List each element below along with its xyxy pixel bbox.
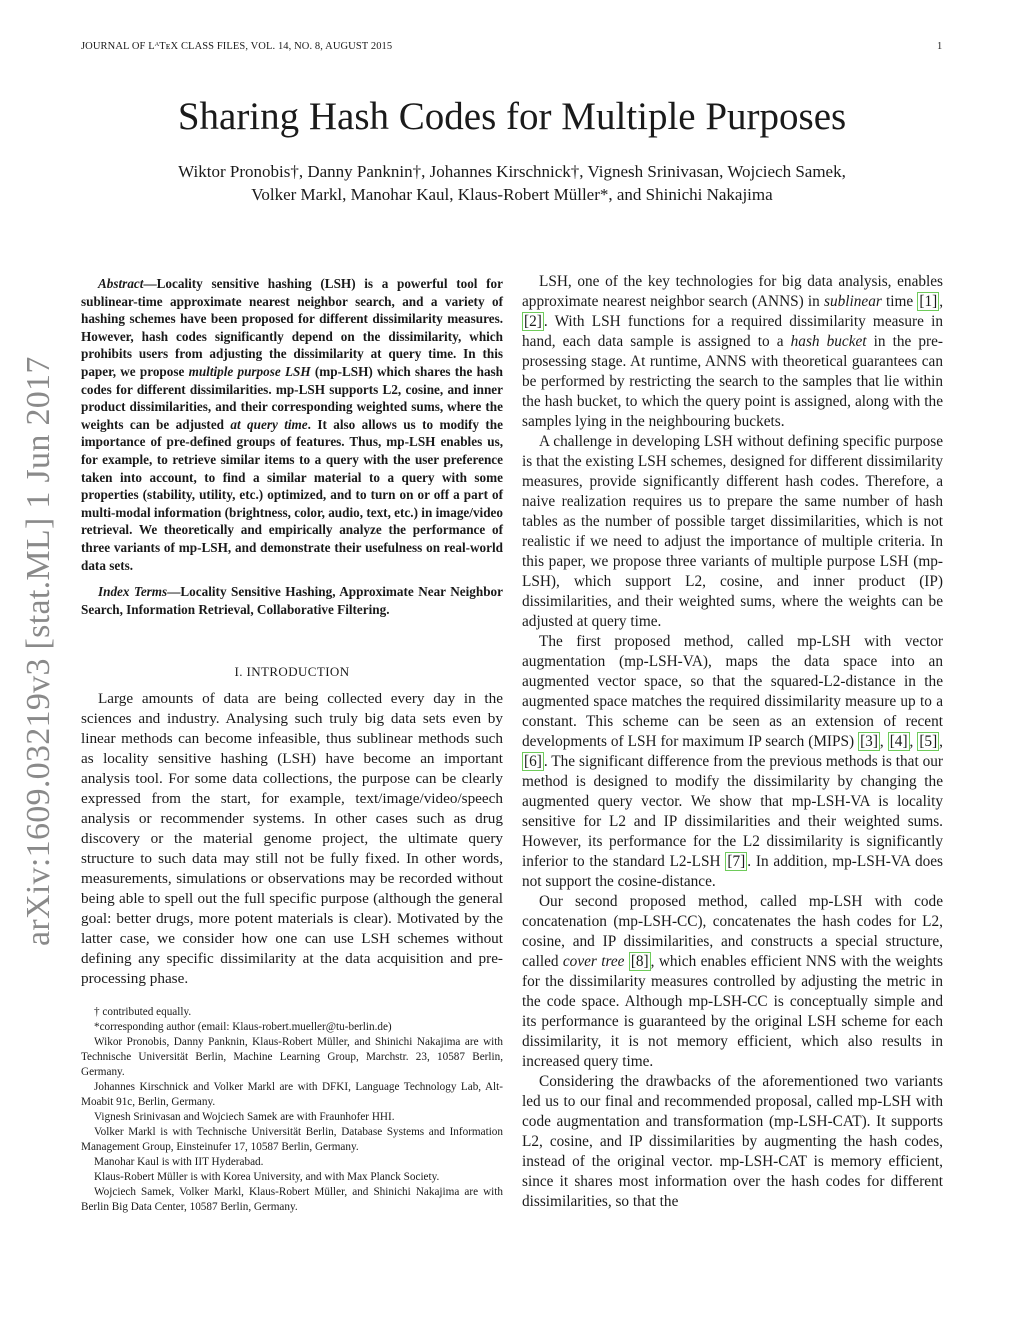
citation-link[interactable]: [2] [524, 313, 542, 330]
index-terms-label: Index Terms [98, 584, 168, 600]
intro-paragraph: Large amounts of data are being collected every day in the sciences and industry. Analysing such truly big data sets even by linear methods can become infeasible, thus sublinear methods such as locality sensitive hashing (LSH) have become an important analysis tool. For some data collections, the purpose can be clearly expressed from the start, for example, text/image/video/speech analysis or recommender systems. In other cases such as drug discovery or the material genome project, the ultimate query structure to such data may still not be fully fixed. In other words, measurements, simulations or observations may be recorded without being able to spell out the full specific purpose (although the general goal: better drugs, more potent materials is clear). Motivated by the latter case, we consider how one can use LSH schemes without defining any specific dissimilarity at the data acquisition and pre-processing phase. [81, 690, 503, 988]
text-run: . The significant difference from the previous methods is that our method is designed to modify the dissimilarity by changing the augmented query vector. We show that mp-LSH-VA is locality sensitive for L2 and IP dissimilarities and their weighted sums. However, its performance for the L2 dissimilarity is significantly inferior to the standard L2-LSH [522, 753, 943, 870]
index-terms [81, 583, 503, 618]
footnote-affiliation-bbdc: Wojciech Samek, Volker Markl, Klaus-Robert Müller, and Shinichi Nakajima are with Berlin Big Data Center, 10587 Berlin, Germany. [81, 1186, 503, 1214]
abstract-emphasis-b: at query time [230, 416, 308, 432]
text-run: in the pre-prosessing stage. At runtime, ANNS with theoretical guarantees can be performed by restricting the search to the samples that lie within the hash bucket, to which the query point is assigned, along with the samples lying in the neighbouring buckets. [522, 333, 944, 430]
abstract-text-b: (mp-LSH) which shares the hash codes for different dissimilarities. mp-LSH supports L2, cosine, and inner product dissimilarities, and their corresponding weighted sums, where the weights can be adjusted [81, 363, 503, 432]
abstract-emphasis-a: multiple purpose LSH [188, 363, 311, 379]
emphasis: hash bucket [790, 333, 867, 350]
text-run: . In addition, mp-LSH-VA does not support the cosine-distance. [522, 853, 943, 890]
emphasis: cover tree [562, 953, 625, 970]
right-paragraph-1 [522, 272, 943, 432]
abstract-label: Abstract [98, 276, 144, 291]
citation-link[interactable]: [6] [524, 753, 542, 770]
citation-link[interactable]: [1] [919, 293, 938, 310]
section-heading-introduction: I. INTRODUCTION [234, 664, 350, 680]
citation-link[interactable]: [4] [889, 733, 908, 750]
text-run: , [879, 733, 888, 750]
text-run: Our second proposed method, called mp-LSH with code concatenation (mp-LSH-CC), concatenates the hash codes for L2, cosine, and IP dissimilarities, and constructs a special structure, called [522, 893, 943, 970]
citation-link[interactable]: [7] [727, 853, 746, 870]
arxiv-stamp[interactable]: arXiv:1609.03219v3 [stat.ML] 1 Jun 2017 [20, 356, 57, 946]
paper-title: Sharing Hash Codes for Multiple Purposes [177, 95, 847, 138]
footnotes [81, 1005, 503, 1215]
right-paragraph-2: A challenge in developing LSH without defining specific purpose is that the existing LSH schemes, designed for different dissimilarity measures, provide significantly different hash codes. Therefore, a naive realization requires us to prepare the same number of hash tables as the number of possible target dissimilarities, which is not realistic if we need to adjust the importance of multiple criteria. In this paper, we propose three variants of multiple purpose LSH (mp-LSH), which support L2, cosine, and inner product (IP) dissimilarities, and their weighted sums, where the weights can be adjusted at query time. [522, 433, 943, 630]
footnote-corresponding-author: *corresponding author (email: Klaus-robert.mueller@tu-berlin.de) [94, 1021, 392, 1034]
index-terms-text: —Locality Sensitive Hashing, Approximate Near Neighbor Search, Information Retrieval, Collaborative Filtering. [81, 584, 503, 617]
text-run: LSH, one of the key technologies for big data analysis, enables approximate nearest neighbor search (ANNS) in [522, 273, 943, 310]
running-header: JOURNAL OF LᴬTᴇX CLASS FILES, VOL. 14, NO. 8, AUGUST 2015 [81, 41, 393, 52]
right-paragraph-4 [522, 892, 943, 1072]
citation-link[interactable]: [8] [630, 953, 649, 970]
page-number: 1 [937, 41, 943, 52]
abstract-text-c: . It also allows us to modify the importance of pre-defined groups of features. Thus, mp-LSH enables us, for example, to retrieve similar items to a query with the user preference taken into account, to find a similar material to a query with some properties (stability, utility, etc.) optimized, and to turn on or off a part of multi-modal information (brightness, color, audio, text, etc.) in image/video retrieval. We theoretically and empirically analyze the performance of three variants of mp-LSH, and demonstrate their usefulness on real-world data sets. [81, 416, 503, 573]
text-run: , [909, 733, 918, 750]
footnote-affiliation-fraunhofer: Vignesh Srinivasan and Wojciech Samek are with Fraunhofer HHI. [94, 1111, 395, 1124]
emphasis: sublinear [824, 293, 882, 310]
abstract [81, 275, 503, 574]
abstract-text-a: —Locality sensitive hashing (LSH) is a powerful tool for sublinear-time approximate nearest neighbor search, and a variety of hashing schemes have been proposed for different dissimilarity measures. However, hash codes significantly depend on the dissimilarity, which prohibits users from adjusting the dissimilarity at query time. In this paper, we propose [81, 276, 503, 379]
right-paragraph-5: Considering the drawbacks of the aforementioned two variants led us to our final and recommended proposal, called mp-LSH with code augmentation and transformation (mp-LSH-CAT). It supports L2, cosine, and IP dissimilarities by augmenting the hash codes, instead of the original vector. mp-LSH-CAT is memory efficient, since it shares most information over the hash codes for different dissimilarities, so that the [522, 1073, 943, 1210]
text-run: . With LSH functions for a required dissimilarity measure in hand, each data sample is assigned to a [522, 313, 943, 350]
right-paragraph-3 [522, 632, 943, 892]
text-run: , [939, 733, 943, 750]
footnote-affiliation-korea: Klaus-Robert Müller is with Korea University, and with Max Planck Society. [94, 1171, 440, 1184]
footnote-equal-contribution: † contributed equally. [94, 1006, 192, 1019]
text-run: , [939, 293, 944, 310]
author-line-1: Wiktor Pronobis†, Danny Panknin†, Johannes Kirschnick†, Vignesh Srinivasan, Wojciech Samek, [178, 162, 846, 181]
author-list [0, 160, 1024, 206]
footnote-affiliation-database-systems: Volker Markl is with Technische Universität Berlin, Database Systems and Information Management Group, Einsteinufer 17, 10587 Berlin, Germany. [81, 1126, 503, 1154]
right-column [522, 272, 943, 1212]
footnote-affiliation-iit: Manohar Kaul is with IIT Hyderabad. [94, 1156, 264, 1169]
citation-link[interactable]: [5] [919, 733, 938, 750]
footnote-affiliation-dfki: Johannes Kirschnick and Volker Markl are with DFKI, Language Technology Lab, Alt-Moabit 91c, Berlin, Germany. [81, 1081, 503, 1109]
text-run: time [881, 293, 918, 310]
text-run: , which enables efficient NNS with the weights for the dissimilarity measures controlled by adjusting the metric in the code space. Although mp-LSH-CC is conceptually simple and its performance is guaranteed by the original LSH scheme for each dissimilarity, it is not memory efficient, which also results in increased query time. [522, 953, 944, 1070]
left-column [81, 275, 503, 1215]
author-line-2: Volker Markl, Manohar Kaul, Klaus-Robert Müller*, and Shinichi Nakajima [251, 185, 773, 204]
footnote-affiliation-tu-berlin: Wikor Pronobis, Danny Panknin, Klaus-Robert Müller, and Shinichi Nakajima are with Technische Universität Berlin, Machine Learning Group, Marchstr. 23, 10587 Berlin, Germany. [81, 1036, 503, 1079]
citation-link[interactable]: [3] [860, 733, 878, 750]
text-run: The first proposed method, called mp-LSH with vector augmentation (mp-LSH-VA), maps the data space into an augmented vector space, so that the squared-L2-distance in the augmented space matches the required dissimilarity measure up to a constant. This scheme can be seen as an extension of recent developments of LSH for maximum IP search (MIPS) [522, 633, 943, 750]
